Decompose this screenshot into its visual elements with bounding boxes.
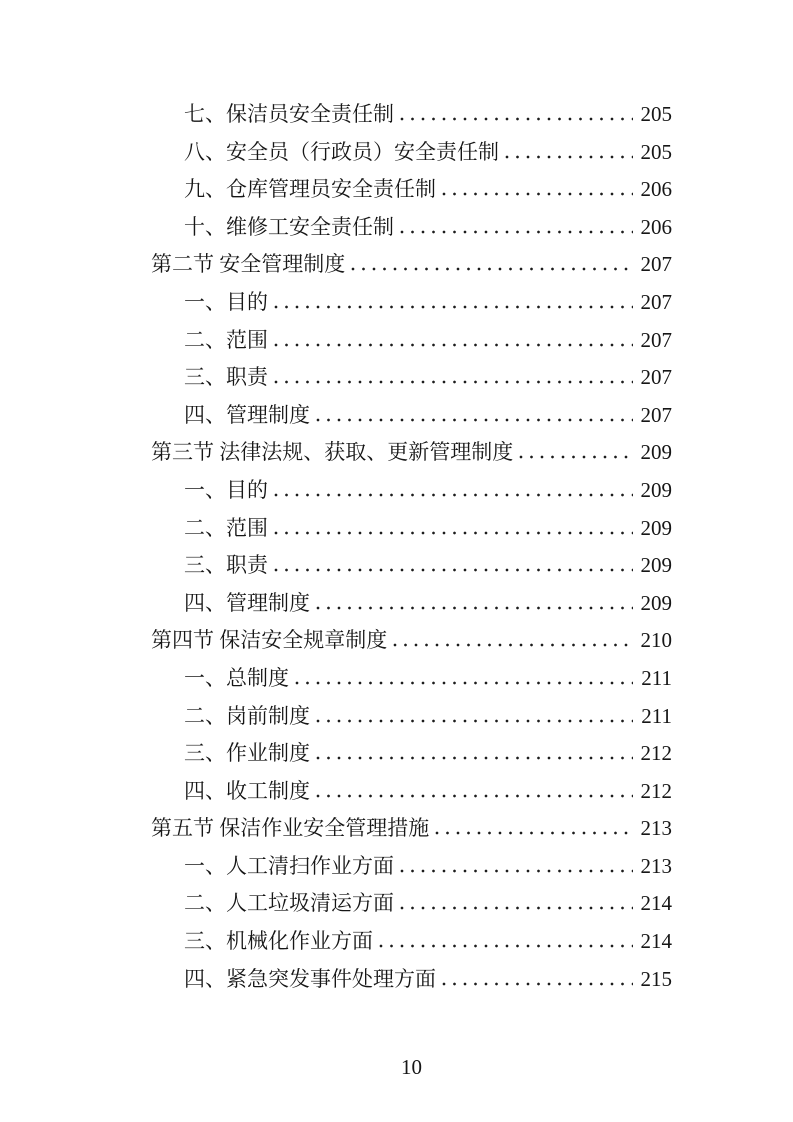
toc-leader-dots xyxy=(274,343,633,347)
toc-leader-dots xyxy=(400,906,633,910)
toc-entry-page: 210 xyxy=(640,628,672,653)
toc-entry[interactable] xyxy=(151,284,672,322)
toc-leader-dots xyxy=(400,230,633,234)
toc-leader-dots xyxy=(274,568,633,572)
toc-entry-title: 二、范围 xyxy=(184,515,268,540)
toc-entry-title: 四、管理制度 xyxy=(184,590,310,615)
toc-entry[interactable] xyxy=(151,96,672,134)
toc-entry[interactable] xyxy=(151,848,672,886)
toc-entry-title: 一、目的 xyxy=(184,289,268,314)
toc-entry-page: 211 xyxy=(641,703,672,728)
toc-entry-title: 十、维修工安全责任制 xyxy=(184,214,394,239)
toc-entry[interactable] xyxy=(151,885,672,923)
toc-entry[interactable] xyxy=(151,773,672,811)
toc-entry-page: 212 xyxy=(640,778,672,803)
toc-leader-dots xyxy=(316,794,633,798)
toc-entry-page: 207 xyxy=(640,252,672,277)
toc-entry-title: 第二节 安全管理制度 xyxy=(151,252,346,277)
toc-leader-dots xyxy=(295,681,633,685)
toc-entry-page: 205 xyxy=(640,139,672,164)
toc-entry-page: 205 xyxy=(640,102,672,126)
toc-entry-title: 一、总制度 xyxy=(184,665,289,690)
toc-leader-dots xyxy=(379,944,633,948)
toc-entry-title: 第三节 法律法规、获取、更新管理制度 xyxy=(151,440,514,465)
toc-entry[interactable] xyxy=(151,209,672,247)
toc-entry-page: 209 xyxy=(640,477,672,502)
page-number: 10 xyxy=(401,1055,422,1079)
toc-entry-title: 八、安全员（行政员）安全责任制 xyxy=(184,139,499,164)
toc-entry-page: 214 xyxy=(640,929,672,954)
toc-leader-dots xyxy=(316,606,633,610)
toc-list xyxy=(151,96,672,998)
toc-entry-page: 209 xyxy=(640,515,672,540)
toc-leader-dots xyxy=(274,493,633,497)
toc-entry[interactable] xyxy=(151,359,672,397)
toc-entry-title: 二、人工垃圾清运方面 xyxy=(184,891,394,916)
toc-leader-dots xyxy=(274,531,633,535)
toc-entry-title: 二、范围 xyxy=(184,327,268,352)
toc-entry-title: 第四节 保洁安全规章制度 xyxy=(151,628,388,653)
toc-leader-dots xyxy=(316,756,633,760)
toc-entry-page: 209 xyxy=(640,440,672,465)
toc-entry-page: 211 xyxy=(641,665,672,690)
toc-entry-title: 四、紧急突发事件处理方面 xyxy=(184,966,436,991)
toc-entry[interactable] xyxy=(151,246,672,284)
toc-entry-title: 七、保洁员安全责任制 xyxy=(184,102,394,126)
toc-entry-title: 一、人工清扫作业方面 xyxy=(184,853,394,878)
toc-entry-title: 九、仓库管理员安全责任制 xyxy=(184,177,436,202)
toc-leader-dots xyxy=(400,869,633,873)
toc-entry[interactable] xyxy=(151,510,672,548)
toc-entry-page: 215 xyxy=(640,966,672,991)
toc-entry[interactable] xyxy=(151,660,672,698)
toc-entry-page: 209 xyxy=(640,590,672,615)
toc-leader-dots xyxy=(393,643,632,647)
toc-entry-page: 214 xyxy=(640,891,672,916)
toc-entry[interactable] xyxy=(151,585,672,623)
toc-leader-dots xyxy=(274,380,633,384)
toc-entry-page: 213 xyxy=(640,853,672,878)
toc-entry[interactable] xyxy=(151,134,672,172)
toc-entry[interactable] xyxy=(151,472,672,510)
toc-entry-page: 207 xyxy=(640,365,672,390)
toc-leader-dots xyxy=(442,192,633,196)
toc-entry-title: 三、职责 xyxy=(184,365,268,390)
toc-entry[interactable] xyxy=(151,961,672,999)
toc-entry-title: 一、目的 xyxy=(184,477,268,502)
toc-entry[interactable] xyxy=(151,923,672,961)
toc-entry[interactable] xyxy=(151,547,672,585)
toc-leader-dots xyxy=(505,155,633,159)
toc-entry-title: 四、管理制度 xyxy=(184,402,310,427)
toc-leader-dots xyxy=(442,982,633,986)
toc-entry-page: 207 xyxy=(640,289,672,314)
toc-entry-page: 207 xyxy=(640,327,672,352)
toc-leader-dots xyxy=(400,117,633,121)
toc-entry-title: 二、岗前制度 xyxy=(184,703,310,728)
toc-entry[interactable] xyxy=(151,322,672,360)
page-footer xyxy=(151,1056,672,1078)
toc-entry-title: 第五节 保洁作业安全管理措施 xyxy=(151,816,430,841)
toc-entry-page: 206 xyxy=(640,177,672,202)
toc-leader-dots xyxy=(351,267,632,271)
toc-entry-page: 207 xyxy=(640,402,672,427)
toc-entry[interactable] xyxy=(151,622,672,660)
toc-entry[interactable] xyxy=(151,397,672,435)
toc-entry-title: 三、机械化作业方面 xyxy=(184,929,373,954)
toc-leader-dots xyxy=(316,418,633,422)
toc-entry[interactable] xyxy=(151,735,672,773)
toc-entry-title: 三、职责 xyxy=(184,553,268,578)
toc-leader-dots xyxy=(316,719,633,723)
toc-leader-dots xyxy=(519,455,632,459)
toc-entry[interactable] xyxy=(151,810,672,848)
toc-entry[interactable] xyxy=(151,171,672,209)
toc-leader-dots xyxy=(435,831,632,835)
toc-entry-title: 三、作业制度 xyxy=(184,741,310,766)
toc-entry[interactable] xyxy=(151,698,672,736)
toc-entry-page: 206 xyxy=(640,214,672,239)
toc-entry-page: 212 xyxy=(640,741,672,766)
toc-entry-title: 四、收工制度 xyxy=(184,778,310,803)
toc-entry-page: 213 xyxy=(640,816,672,841)
toc-entry[interactable] xyxy=(151,434,672,472)
toc-leader-dots xyxy=(274,305,633,309)
toc-entry-page: 209 xyxy=(640,553,672,578)
